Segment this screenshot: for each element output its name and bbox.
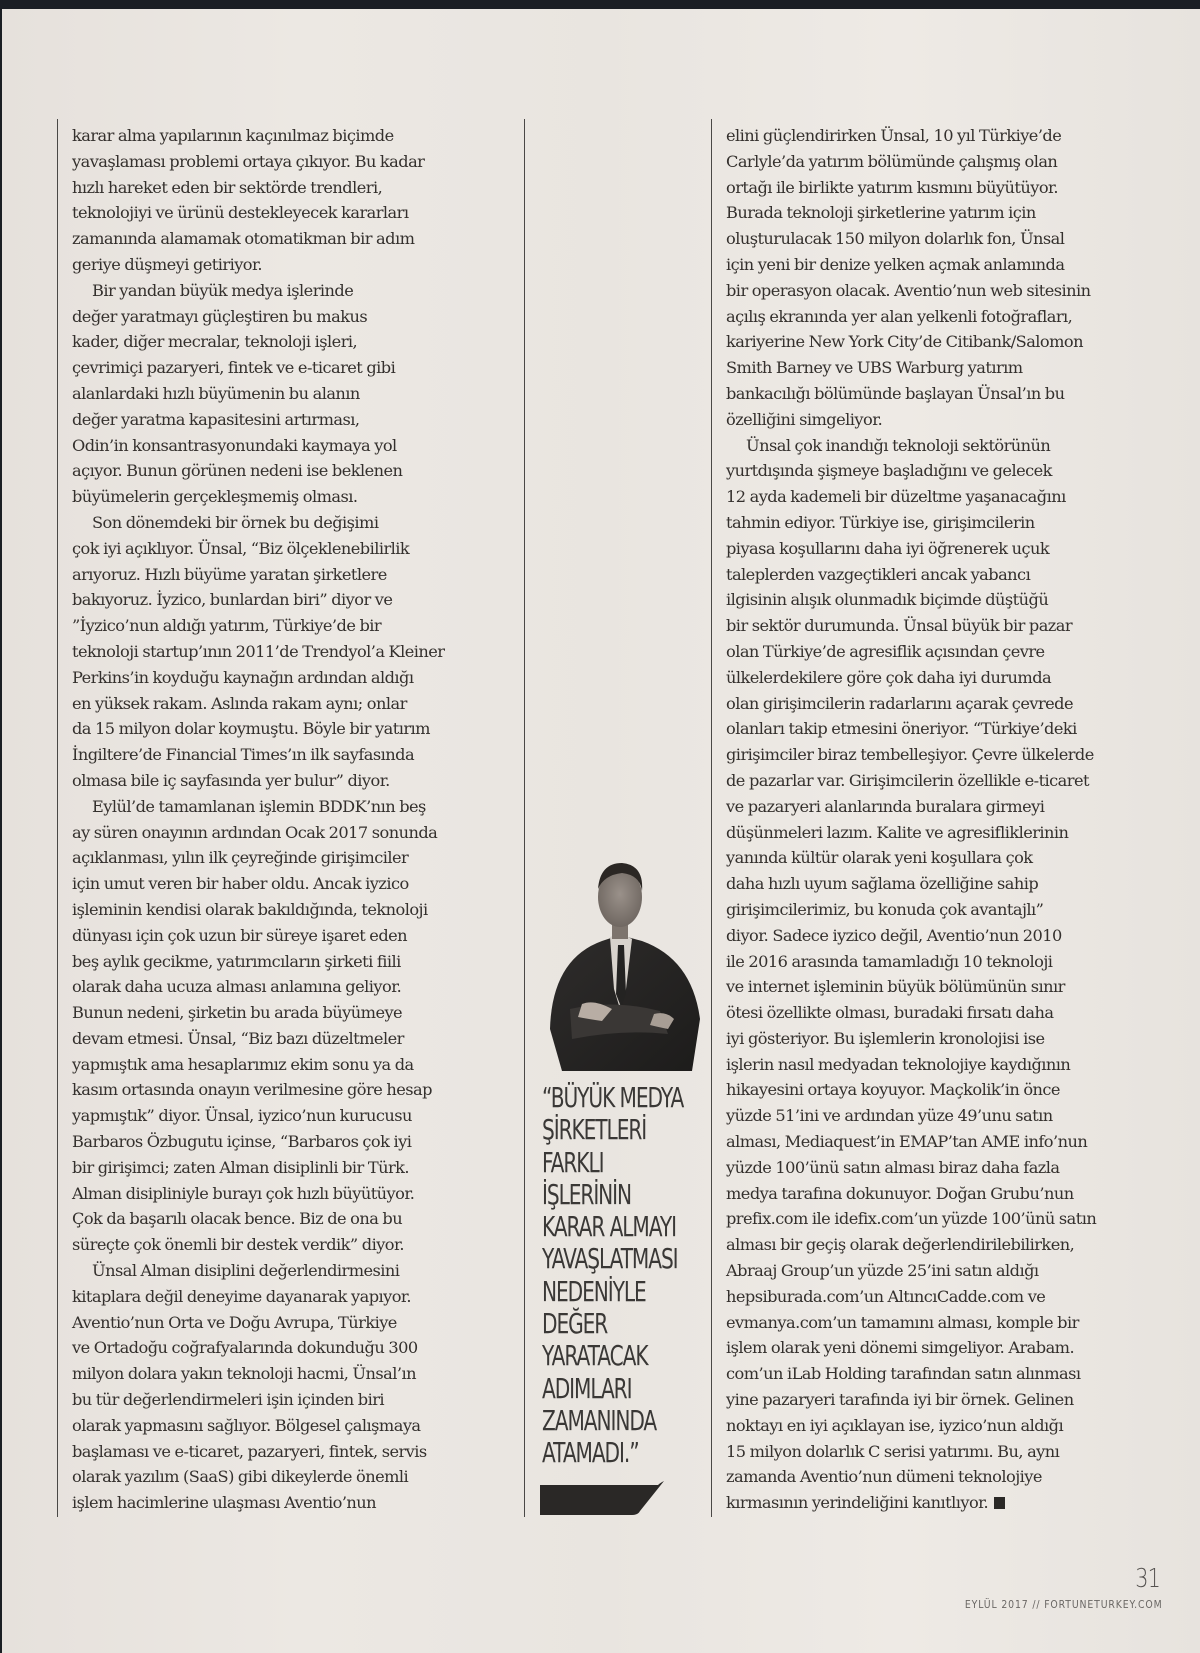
article-line xyxy=(72,587,512,613)
article-line-text: Carlyle’da yatırım bölümünde çalışmış olan xyxy=(726,151,1058,171)
article-line xyxy=(72,1310,512,1336)
article-line-text: piyasa koşullarını daha iyi öğrenerek uçuk xyxy=(726,538,1050,558)
article-line xyxy=(726,949,1176,975)
article-line xyxy=(72,1490,512,1516)
article-line xyxy=(726,355,1176,381)
article-line xyxy=(72,639,512,665)
article-line-text: 15 milyon dolarlık C serisi yatırımı. Bu, aynı xyxy=(726,1441,1060,1461)
article-line-text: yine pazaryeri tarafında iyi bir örnek. Gelinen xyxy=(726,1390,1074,1410)
article-line xyxy=(72,458,512,484)
article-line xyxy=(726,587,1176,613)
article-line-text: İngiltere’de Financial Times’ın ilk sayfasında xyxy=(72,745,415,765)
article-line xyxy=(72,1232,512,1258)
article-line xyxy=(726,613,1176,639)
article-line-text: Çok da başarılı olacak bence. Biz de ona bu xyxy=(72,1209,403,1229)
article-line-text: Burada teknoloji şirketlerine yatırım için xyxy=(726,203,1036,223)
article-line-text: ve internet işleminin büyük bölümünün sınır xyxy=(726,977,1065,997)
article-line-text: 12 ayda kademeli bir düzeltme yaşanacağını xyxy=(726,487,1066,507)
article-line xyxy=(726,200,1176,226)
article-line-text: yüzde 100’ünü satın alması biraz daha fazla xyxy=(726,1157,1060,1177)
article-line-text: Bir yandan büyük medya işlerinde xyxy=(92,280,354,300)
article-line-text: girişimciler biraz tembelleşiyor. Çevre ülkelerde xyxy=(726,745,1094,765)
article-line-text: ve Ortadoğu coğrafyalarında dokunduğu 300 xyxy=(72,1338,418,1358)
article-column-right xyxy=(726,123,1176,1516)
article-line xyxy=(726,458,1176,484)
article-line-text: kasım ortasında onayın verilmesine göre hesap xyxy=(72,1080,432,1100)
pull-quote-line: “BÜYÜK MEDYA xyxy=(542,1081,684,1114)
article-line-text: oluşturulacak 150 milyon dolarlık fon, Ünsal xyxy=(726,229,1065,249)
article-line xyxy=(726,794,1176,820)
article-line-text: yanında kültür olarak yeni koşullara çok xyxy=(726,848,1033,868)
article-line xyxy=(726,742,1176,768)
article-line-text: elini güçlendirirken Ünsal, 10 yıl Türkiye’de xyxy=(726,126,1062,145)
article-line-text: geriye düşmeyi getiriyor. xyxy=(72,254,263,274)
article-line xyxy=(72,1103,512,1129)
article-line-text: da 15 milyon dolar koymuştu. Böyle bir yatırım xyxy=(72,719,430,739)
article-line-text: olanları takip etmesini öneriyor. “Türkiye’deki xyxy=(726,719,1077,739)
column-rule-left xyxy=(57,119,58,1517)
article-line xyxy=(72,536,512,562)
pull-quote-line: ŞİRKETLERİ xyxy=(542,1113,647,1147)
article-line-text: işlem hacimlerine ulaşması Aventio’nun xyxy=(72,1493,377,1513)
column-rule-right xyxy=(711,119,712,1517)
article-line-text: ilgisinin alışık olunmadık biçimde düştüğü xyxy=(726,590,1049,610)
article-line xyxy=(726,845,1176,871)
article-line-text: olarak yapmasını sağlıyor. Bölgesel çalışmaya xyxy=(72,1415,421,1435)
article-line-text: için umut veren bir haber oldu. Ancak iyzico xyxy=(72,874,409,894)
article-line-text: yapmıştık” diyor. Ünsal, iyzico’nun kurucusu xyxy=(72,1106,412,1126)
article-line xyxy=(72,1335,512,1361)
article-line-text: için yeni bir denize yelken açmak anlamında xyxy=(726,254,1065,274)
article-line xyxy=(72,1284,512,1310)
article-line-text: yüzde 51’ini ve ardından yüze 49’unu satın xyxy=(726,1106,1053,1126)
article-line-text: tahmin ediyor. Türkiye ise, girişimcilerin xyxy=(726,512,1035,532)
article-line xyxy=(726,1439,1176,1465)
article-line-text: prefix.com ile idefix.com’un yüzde 100’ünü satın xyxy=(726,1209,1097,1229)
article-line xyxy=(72,355,512,381)
article-line xyxy=(72,1181,512,1207)
article-line xyxy=(726,871,1176,897)
article-line-text: yavaşlaması problemi ortaya çıkıyor. Bu kadar xyxy=(72,151,425,171)
article-line-text: olan Türkiye’de agresiflik açısından çevre xyxy=(726,641,1045,661)
article-column-left xyxy=(72,123,512,1516)
article-line xyxy=(726,974,1176,1000)
article-line xyxy=(72,149,512,175)
article-line xyxy=(72,1206,512,1232)
article-line xyxy=(72,1258,512,1284)
article-line-text: ile 2016 arasında tamamladığı 10 teknoloji xyxy=(726,951,1053,971)
article-line xyxy=(72,613,512,639)
article-line xyxy=(72,768,512,794)
article-line-text: taleplerden vazgeçtikleri ancak yabancı xyxy=(726,564,1031,584)
article-line-text: beş aylık gecikme, yatırımcıların şirketi fiili xyxy=(72,951,401,971)
article-line-text: Ünsal Alman disiplini değerlendirmesini xyxy=(92,1261,400,1281)
article-line-text: Odin’in konsantrasyonundaki kaymaya yol xyxy=(72,435,397,455)
article-line xyxy=(72,381,512,407)
article-line-text: Eylül’de tamamlanan işlemin BDDK’nın beş xyxy=(92,796,426,816)
article-line-text: Perkins’in koyduğu kaynağın ardından aldığı xyxy=(72,667,414,687)
article-line-text: en yüksek rakam. Aslında rakam aynı; onlar xyxy=(72,693,407,713)
article-line xyxy=(72,329,512,355)
article-line xyxy=(726,1206,1176,1232)
article-line xyxy=(72,226,512,252)
article-line-text: noktayı en iyi açıklayan ise, iyzico’nun aldığı xyxy=(726,1415,1064,1435)
article-line xyxy=(72,691,512,717)
article-line-text: hızlı hareket eden bir sektörde trendleri, xyxy=(72,177,383,197)
article-line-text: iyi gösteriyor. Bu işlemlerin kronolojisi ise xyxy=(726,1028,1045,1048)
article-line-text: değer yaratmayı güçleştiren bu makus xyxy=(72,306,368,326)
article-line xyxy=(72,484,512,510)
article-line xyxy=(72,278,512,304)
article-line-text: teknoloji startup’ının 2011’de Trendyol’a Kleiner xyxy=(72,641,445,661)
article-line xyxy=(72,949,512,975)
pull-quote-line: NEDENİYLE xyxy=(542,1274,646,1308)
article-line-text: Smith Barney ve UBS Warburg yatırım xyxy=(726,358,1023,378)
article-line xyxy=(726,407,1176,433)
pull-quote-line: ATAMADI.” xyxy=(542,1436,639,1470)
portrait-photo xyxy=(542,849,700,1071)
article-line xyxy=(72,1387,512,1413)
article-line xyxy=(726,510,1176,536)
article-line-text: Son dönemdeki bir örnek bu değişimi xyxy=(92,512,379,532)
article-line-text: olarak daha ucuza alması anlamına geliyor. xyxy=(72,977,402,997)
article-line-text: işlerin nasıl medyadan teknolojiye kaydığının xyxy=(726,1054,1071,1074)
quote-accent-bar xyxy=(540,1481,664,1515)
article-line-text: diyor. Sadece iyzico değil, Aventio’nun 2010 xyxy=(726,925,1062,945)
article-line xyxy=(72,897,512,923)
article-line xyxy=(72,871,512,897)
article-line-text: evmanya.com’un tamamını alması, komple bir xyxy=(726,1312,1079,1332)
article-line-text: ay süren onayının ardından Ocak 2017 sonunda xyxy=(72,822,438,842)
article-line xyxy=(726,433,1176,459)
article-line xyxy=(72,923,512,949)
article-line xyxy=(726,1335,1176,1361)
article-line-text: ve pazaryeri alanlarında buralara girmeyi xyxy=(726,796,1045,816)
column-rule-middle xyxy=(524,119,525,1517)
article-line xyxy=(726,562,1176,588)
article-line xyxy=(726,278,1176,304)
article-line xyxy=(726,923,1176,949)
article-line-text: devam etmesi. Ünsal, “Biz bazı düzeltmeler xyxy=(72,1028,404,1048)
article-line xyxy=(72,1155,512,1181)
article-line xyxy=(72,845,512,871)
article-line xyxy=(726,1490,1176,1516)
article-line xyxy=(72,304,512,330)
article-line-text: zamanda Aventio’nun dümeni teknolojiye xyxy=(726,1467,1042,1487)
article-line-text: bu tür değerlendirmeleri işin içinden biri xyxy=(72,1390,385,1410)
article-line xyxy=(726,1000,1176,1026)
pull-quote xyxy=(542,1081,684,1470)
article-line xyxy=(726,1181,1176,1207)
article-line xyxy=(72,407,512,433)
article-line-text: yurtdışında şişmeye başladığını ve gelecek xyxy=(726,461,1052,481)
end-of-article-icon xyxy=(994,1497,1005,1509)
issue-footer: EYLÜL 2017 // FORTUNETURKEY.COM xyxy=(964,1598,1162,1611)
article-line-text: ortağı ile birlikte yatırım kısmını büyütüyor. xyxy=(726,177,1059,197)
article-line-text: Alman disipliniyle burayı çok hızlı büyütüyor. xyxy=(72,1183,415,1203)
article-line xyxy=(72,1026,512,1052)
article-line xyxy=(72,1077,512,1103)
article-line xyxy=(72,974,512,1000)
article-line-text: Abraaj Group’un yüzde 25’ini satın aldığı xyxy=(726,1261,1039,1281)
article-line xyxy=(726,175,1176,201)
pull-quote-line: YAVAŞLATMASI xyxy=(542,1242,678,1276)
portrait-icon xyxy=(542,849,700,1071)
article-line xyxy=(726,665,1176,691)
article-line xyxy=(72,1129,512,1155)
article-line xyxy=(72,1439,512,1465)
pull-quote-line: ADIMLARI xyxy=(542,1371,632,1405)
article-line-text: de pazarlar var. Girişimcilerin özellikle e-ticaret xyxy=(726,770,1089,790)
article-line-text: olarak yazılım (SaaS) gibi dikeylerde önemli xyxy=(72,1467,409,1487)
article-line-text: alması bir geçiş olarak değerlendirilebilirken, xyxy=(726,1235,1075,1255)
article-line-text: işleminin kendisi olarak bakıldığında, teknoloji xyxy=(72,899,428,919)
article-line xyxy=(72,716,512,742)
article-line-text: hepsiburada.com’un AltıncıCadde.com ve xyxy=(726,1286,1046,1306)
article-line-text: çok iyi açıklıyor. Ünsal, “Biz ölçeklenebilirlik xyxy=(72,538,410,558)
article-line-text: bakıyoruz. İyzico, bunlardan biri” diyor ve xyxy=(72,590,393,610)
pull-quote-line: KARAR ALMAYI xyxy=(542,1210,676,1244)
article-line-text: düşünmeleri lazım. Kalite ve agresifliklerinin xyxy=(726,822,1069,842)
article-line-text: alması, Mediaquest’in EMAP’tan AME info’nun xyxy=(726,1132,1088,1152)
pull-quote-line: ZAMANINDA xyxy=(542,1403,657,1437)
article-line xyxy=(72,200,512,226)
article-line xyxy=(726,1464,1176,1490)
article-line xyxy=(726,149,1176,175)
article-line xyxy=(726,1232,1176,1258)
pull-quote-line: YARATACAK xyxy=(542,1339,648,1373)
article-line-text: işlem olarak yeni dönemi simgeliyor. Arabam. xyxy=(726,1338,1075,1358)
article-line-text: açıklanması, yılın ilk çeyreğinde girişimciler xyxy=(72,848,409,868)
article-line xyxy=(72,665,512,691)
article-line xyxy=(726,1284,1176,1310)
article-line-text: ötesi özellikte olması, buradaki fırsatı daha xyxy=(726,1003,1054,1023)
article-line-text: olmasa bile iç sayfasında yer bulur” diyor. xyxy=(72,770,390,790)
article-line xyxy=(726,1129,1176,1155)
article-line-text: kader, diğer mecralar, teknoloji işleri, xyxy=(72,332,358,352)
article-line xyxy=(726,226,1176,252)
article-line-text: milyon dolara yakın teknoloji hacmi, Ünsal’ın xyxy=(72,1364,416,1384)
article-line-text: özelliğini simgeliyor. xyxy=(726,409,883,429)
article-line-text: değer yaratma kapasitesini artırması, xyxy=(72,409,360,429)
article-line-text: Aventio’nun Orta ve Doğu Avrupa, Türkiye xyxy=(72,1312,397,1332)
article-line-text: büyümelerin gerçekleşmemiş olması. xyxy=(72,487,358,507)
article-line-text: medya tarafına dokunuyor. Doğan Grubu’nun xyxy=(726,1183,1074,1203)
article-line xyxy=(72,1052,512,1078)
article-line xyxy=(726,1155,1176,1181)
article-line xyxy=(726,768,1176,794)
article-line-text: arıyoruz. Hızlı büyüme yaratan şirketlere xyxy=(72,564,387,584)
article-line xyxy=(726,716,1176,742)
article-line-text: kitaplara değil deneyime dayanarak yapıyor. xyxy=(72,1286,411,1306)
article-line-text: bir operasyon olacak. Aventio’nun web sitesinin xyxy=(726,280,1091,300)
article-line-text: açıyor. Bunun görünen nedeni ise beklenen xyxy=(72,461,403,481)
article-line-text: Barbaros Özbugutu içinse, “Barbaros çok iyi xyxy=(72,1132,412,1152)
article-line-text: girişimcilerimiz, bu konuda çok avantajlı” xyxy=(726,899,1044,919)
pull-quote-line: FARKLI xyxy=(542,1145,604,1179)
article-line xyxy=(72,794,512,820)
article-line-text: yapmıştık ama hesaplarımız ekim sonu ya da xyxy=(72,1054,414,1074)
article-line-text: zamanında alamamak otomatikman bir adım xyxy=(72,229,415,249)
article-line-text: kariyerine New York City’de Citibank/Salomon xyxy=(726,332,1084,352)
article-line-text: bankacılığı bölümünde başlayan Ünsal’ın bu xyxy=(726,383,1065,403)
page-number: 31 xyxy=(1135,1564,1160,1594)
article-line xyxy=(726,1077,1176,1103)
article-line xyxy=(726,304,1176,330)
article-line xyxy=(72,562,512,588)
article-line-text: ülkelerdekilere göre çok daha iyi durumda xyxy=(726,667,1052,687)
article-line xyxy=(726,820,1176,846)
article-line xyxy=(726,484,1176,510)
article-line-text: Bunun nedeni, şirketin bu arada büyümeye xyxy=(72,1003,403,1023)
article-line-text: olan girişimcilerin radarlarını açarak çevrede xyxy=(726,693,1074,713)
article-line-text: teknolojiyi ve ürünü destekleyecek kararları xyxy=(72,203,409,223)
article-line-text: com’un iLab Holding tarafından satın alınması xyxy=(726,1364,1081,1384)
article-line xyxy=(726,123,1176,149)
article-line xyxy=(726,252,1176,278)
article-line xyxy=(72,123,512,149)
article-line xyxy=(72,175,512,201)
article-line xyxy=(726,1052,1176,1078)
article-line xyxy=(72,1413,512,1439)
article-line-text: daha hızlı uyum sağlama özelliğine sahip xyxy=(726,874,1039,894)
article-line xyxy=(726,1310,1176,1336)
article-line xyxy=(726,691,1176,717)
article-line xyxy=(72,1000,512,1026)
article-line xyxy=(726,1413,1176,1439)
article-line xyxy=(726,1026,1176,1052)
article-line-text: hikayesini ortaya koyuyor. Maçkolik’in önce xyxy=(726,1080,1060,1100)
article-line-text: çevrimiçi pazaryeri, fintek ve e-ticaret gibi xyxy=(72,358,396,378)
pull-quote-line: İŞLERİNİN xyxy=(542,1177,632,1211)
article-line xyxy=(726,1258,1176,1284)
article-line-text: Ünsal çok inandığı teknoloji sektörünün xyxy=(746,435,1051,455)
article-line xyxy=(72,1361,512,1387)
article-line xyxy=(726,536,1176,562)
magazine-page xyxy=(2,9,1200,1653)
article-line xyxy=(72,510,512,536)
article-line-text: karar alma yapılarının kaçınılmaz biçimde xyxy=(72,126,394,145)
article-line-text: kırmasının yerindeliğini kanıtlıyor. xyxy=(726,1493,989,1513)
article-line-text: açılış ekranında yer alan yelkenli fotoğrafları, xyxy=(726,306,1073,326)
article-line-text: süreçte çok önemli bir destek verdik” diyor. xyxy=(72,1235,404,1255)
article-line-text: alanlardaki hızlı büyümenin bu alanın xyxy=(72,383,360,403)
article-line-text: ”İyzico’nun aldığı yatırım, Türkiye’de bir xyxy=(72,616,382,636)
article-line xyxy=(72,1464,512,1490)
article-line xyxy=(726,329,1176,355)
pull-quote-line: DEĞER xyxy=(542,1307,608,1341)
article-line-text: başlaması ve e-ticaret, pazaryeri, fintek, servis xyxy=(72,1441,427,1461)
article-line-text: bir sektör durumunda. Ünsal büyük bir pazar xyxy=(726,616,1073,636)
article-line xyxy=(726,1361,1176,1387)
article-line xyxy=(726,1103,1176,1129)
article-line xyxy=(72,742,512,768)
article-line xyxy=(72,820,512,846)
article-line xyxy=(726,1387,1176,1413)
article-line xyxy=(726,381,1176,407)
article-line xyxy=(72,252,512,278)
article-line xyxy=(72,433,512,459)
article-line xyxy=(726,639,1176,665)
article-line-text: dünyası için çok uzun bir süreye işaret eden xyxy=(72,925,408,945)
article-line xyxy=(726,897,1176,923)
article-line-text: bir girişimci; zaten Alman disiplinli bir Türk. xyxy=(72,1157,409,1177)
